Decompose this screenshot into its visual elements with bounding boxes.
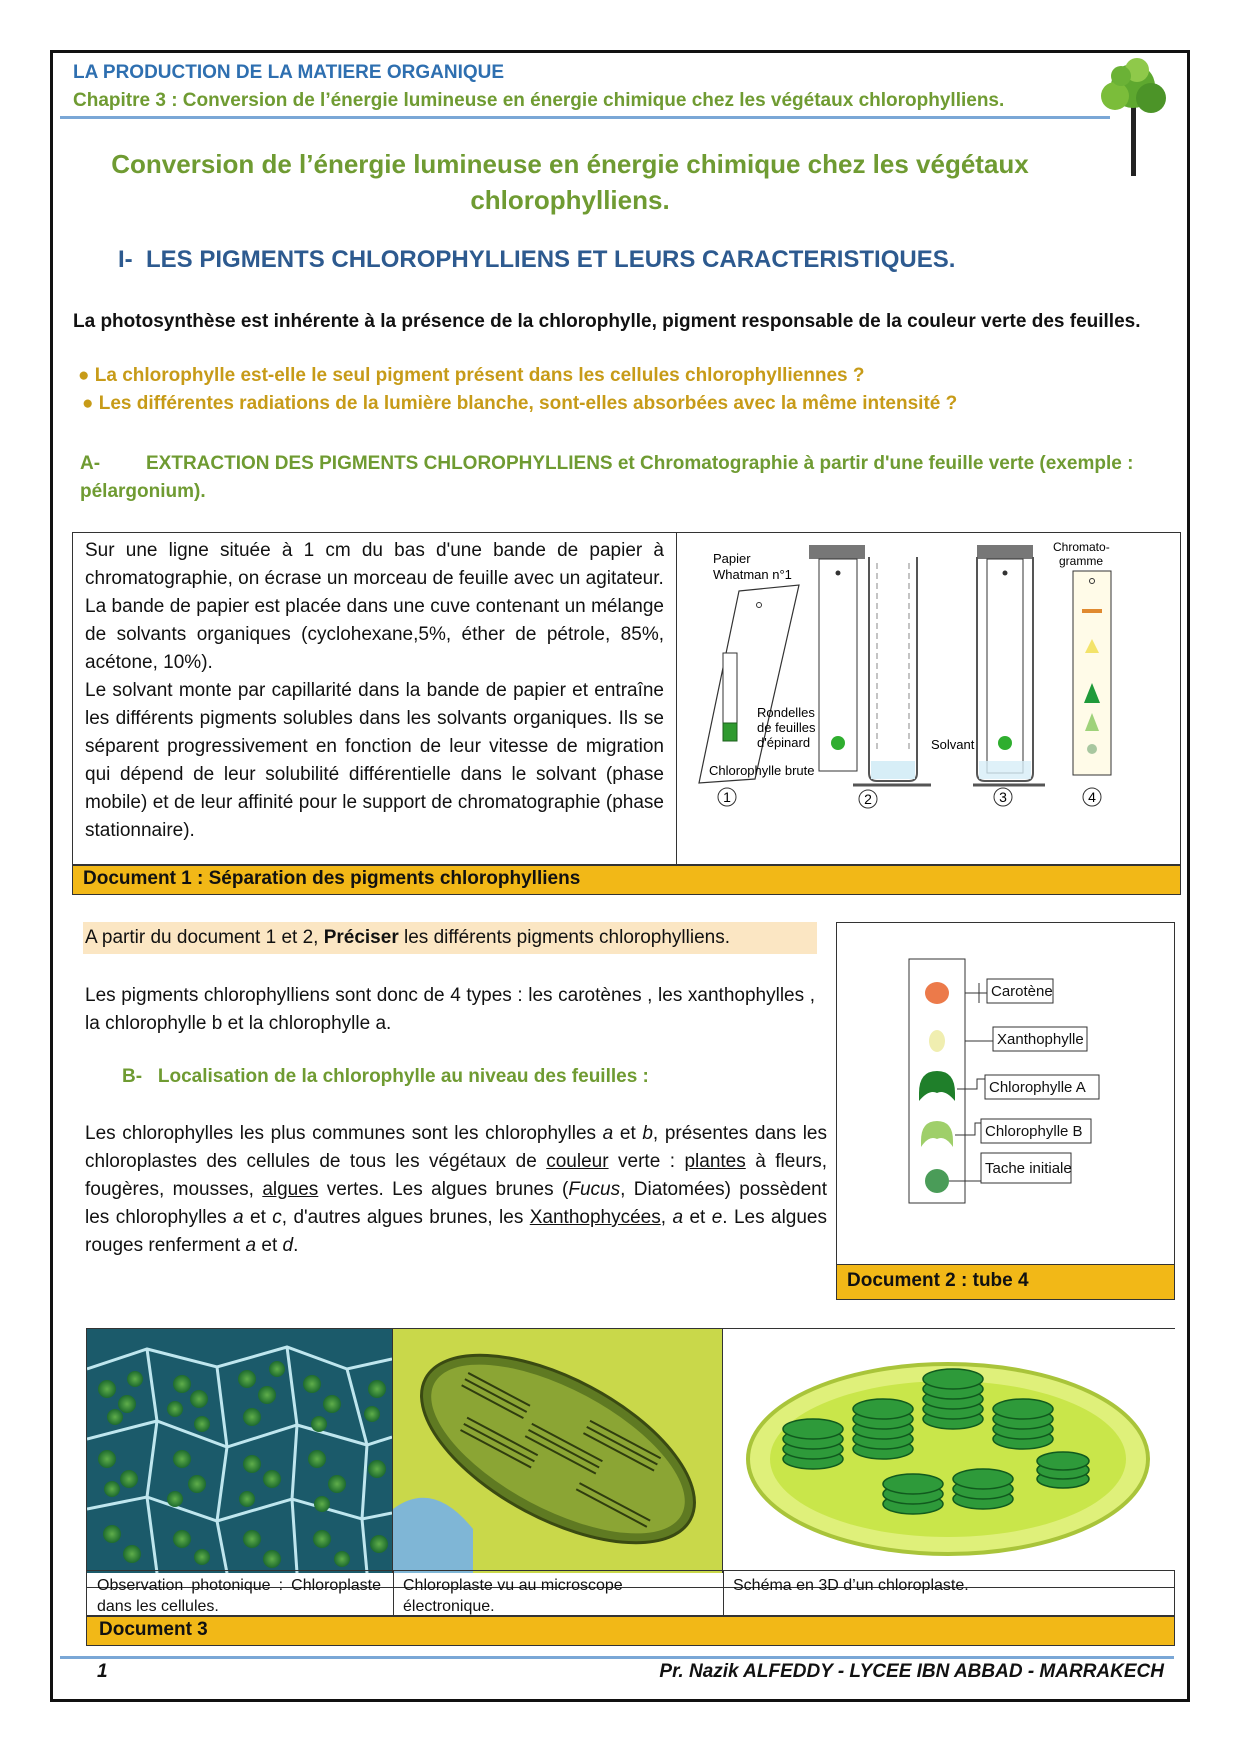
label-gramme: gramme [1059, 554, 1104, 568]
tube-2-cap [809, 545, 865, 559]
number-2: 2 [864, 791, 872, 807]
label-xanthophylle: Xanthophylle [997, 1031, 1084, 1048]
photo-electron-microscope [392, 1329, 723, 1573]
footer-rule [60, 1656, 1174, 1659]
task-instruction [85, 927, 730, 949]
number-1: 1 [723, 789, 731, 805]
page-title: Conversion de l’énergie lumineuse en énergie chimique chez les végétaux chlorophylliens. [111, 149, 1029, 215]
label-tache-initiale: Tache initiale [985, 1160, 1072, 1177]
tree-logo-icon [1093, 56, 1175, 178]
label-carotene: Carotène [991, 983, 1053, 1000]
document-2-caption: Document 2 : tube 4 [836, 1264, 1175, 1300]
section-1-heading [118, 246, 955, 274]
section-b-letter: B- [122, 1066, 143, 1087]
intro-paragraph: La photosynthèse est inhérente à la présence de la chlorophylle, pigment responsable de la couleur verte des feuilles. [73, 311, 1141, 332]
doc1-paragraph: Le solvant monte par capillarité dans la bande de papier et entraîne les différents pigments solubles dans les solvants organiques. Ils se séparent progressivement en fonction de leur vitesse de migration qui dépend de leur solubilité différentielle dans le solvant (phase mobile) et de leur affinité pour le support de chromatographie (phase stationnaire). [85, 680, 664, 841]
tube-3-cap [977, 545, 1033, 559]
doc1-text [73, 533, 677, 866]
caption-microscope: Chloroplaste vu au microscope électronique. [403, 1577, 623, 1615]
document-3-caption: Document 3 [86, 1616, 1175, 1646]
label-chlorophylle-b: Chlorophylle B [985, 1123, 1083, 1140]
section-1-number: I- [118, 246, 133, 273]
chlorophyll-types-paragraph: Les chlorophylles les plus communes sont les chlorophylles a et b, présentes dans les chloroplastes des cellules de tous les végétaux de couleur verte : plantes à fleurs, fougères, mousses, algues vertes. Les algues brunes (Fucus, Diatomées) possèdent les chlorophylles a et c, d'autres algues brunes, les Xanthophycées, a et e. Les algues rouges renferment a et d. [85, 1123, 828, 1256]
question-1: ● La chlorophylle est-elle le seul pigment présent dans les cellules chlorophylliennes ? [78, 365, 865, 386]
section-b-title: Localisation de la chlorophylle au niveau des feuilles : [157, 1066, 649, 1087]
label-chlorophylle-a: Chlorophylle A [989, 1079, 1086, 1096]
caption-schema-3d: Schéma en 3D d’un chloroplaste. [733, 1577, 969, 1594]
label-epinard: d'épinard [757, 735, 811, 750]
doc1-paragraph: La bande de papier est placée dans une cuve contenant un mélange de solvants organiques (cyclohexane,5%, éther de pétrole, 85%, acétone, 10%). [85, 596, 664, 673]
diagram-3d-chloroplast [722, 1329, 1177, 1573]
section-a-title: EXTRACTION DES PIGMENTS CHLOROPHYLLIENS et Chromatographie à partir d'une feuille verte (exemple : pélargonium). [80, 453, 1134, 502]
caption-photonique: Observation photonique : Chloroplaste dans les cellules. [97, 1577, 381, 1615]
document-3 [86, 1328, 1175, 1588]
label-chromato: Chromato- [1053, 540, 1110, 554]
document-1-caption: Document 1 : Séparation des pigments chlorophylliens [72, 865, 1181, 895]
task-suffix: les différents pigments chlorophylliens. [398, 927, 730, 948]
task-verb: Préciser [323, 927, 399, 948]
section-b-heading [122, 1066, 649, 1088]
doc1-paragraph: Sur une ligne située à 1 cm du bas d'une bande de papier à chromatographie, on écrase un morceau de feuille avec un agitateur. [85, 540, 664, 589]
paper-strip-1 [699, 585, 799, 783]
section-a-letter: A- [80, 453, 101, 474]
photo-chloroplast-cells [87, 1329, 392, 1573]
header-subject: LA PRODUCTION DE LA MATIERE ORGANIQUE [73, 62, 505, 83]
answer-paragraph: Les pigments chlorophylliens sont donc de 4 types : les carotènes , les xanthophylles , la chlorophylle b et la chlorophylle a. [85, 985, 815, 1034]
footer-author: Pr. Nazik ALFEDDY - LYCEE IBN ABBAD - MARRAKECH [659, 1661, 1164, 1682]
document-3-image-captions [86, 1570, 1175, 1616]
number-3: 3 [999, 789, 1007, 805]
label-papier: Papier [713, 551, 751, 566]
document-1 [72, 532, 1181, 865]
section-a-heading [80, 450, 1170, 506]
section-1-title: LES PIGMENTS CHLOROPHYLLIENS ET LEURS CARACTERISTIQUES. [146, 246, 956, 273]
header-chapter: Chapitre 3 : Conversion de l’énergie lumineuse en énergie chimique chez les végétaux chlorophylliens. [73, 90, 1005, 111]
label-rondelles: Rondelles [757, 705, 815, 720]
number-4: 4 [1088, 789, 1096, 805]
page-number: 1 [97, 1661, 108, 1682]
question-2: ● Les différentes radiations de la lumière blanche, sont-elles absorbées avec la même intensité ? [82, 393, 958, 414]
label-de-feuilles: de feuilles [757, 720, 816, 735]
document-2 [836, 922, 1175, 1266]
doc1-chromatography-figure [677, 533, 1182, 866]
label-chlorophylle-brute: Chlorophylle brute [709, 763, 815, 778]
label-solvant: Solvant [931, 737, 975, 752]
header-rule [60, 116, 1110, 119]
label-whatman: Whatman n°1 [713, 567, 792, 582]
task-prefix: A partir du document 1 et 2, [85, 927, 324, 948]
